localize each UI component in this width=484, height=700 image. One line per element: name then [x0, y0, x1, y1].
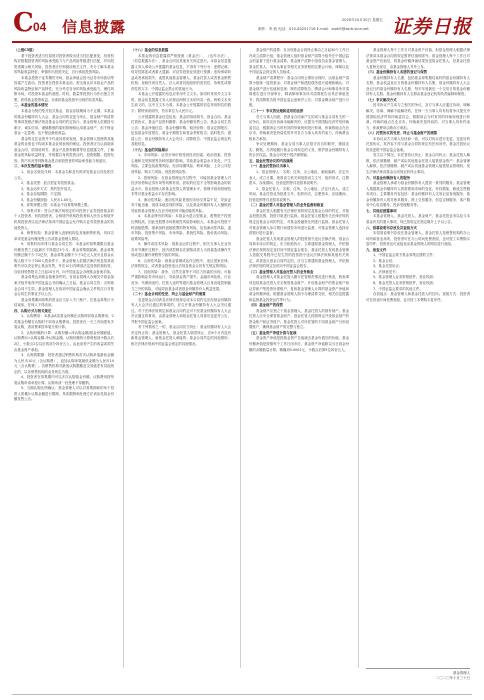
- paragraph: 本基金管理人、基金托管人、基金财产、基金托管业务以及与本基金有关的重大事项，均已按规定在指定媒介上予以公告。: [366, 214, 470, 224]
- paragraph: 五、基金托管协议的内容摘要: [249, 158, 294, 163]
- paragraph: 8、销售机构：基金管理人直销机构及其他销售机构，具体名单详见基金份额发售公告或基金管理人网站。: [14, 231, 114, 241]
- paragraph: （十八）基金的信息披露: [131, 48, 169, 52]
- paragraph: 9、募集时间安排与基金合同生效：本基金的募集期限自基金份额发售之日起最长不得超过3个月。基金募集期届满，基金募集份额总额不少于2亿份，基金募集金额不少于2亿元人民币且基金认购人数不少于200人的条件下，基金管理人依据法律法规及招募说明书可以决定停止基金发售，并在10日内聘请法定验资机构验资，自收到验资报告之日起10日内，向中国证监会办理基金备案手续。: [14, 242, 114, 274]
- paragraph: 2、认购份额的计算：认购份额=净认购金额/基金份额面值，认购费用=认购金额-净认购金额。认购份额的计算保留到小数点后2位，小数点2位以后的部分四舍五入，由此误差产生的收益或损失由基金财产承担。: [14, 330, 114, 352]
- paragraph: 本协议双方当事人经协商一致，可以对协议进行变更。变更后的托管协议，其内容不得与基金合同的规定有任何冲突。基金托管协议的变更报中国证监会备案。: [366, 136, 470, 152]
- paragraph: 基于投资者适当性原则对投资者做出适当性匹配意见，经营机构应根据投资者的风险承受能力与产品风险等级进行匹配，并向投资者揭示相关风险。投资者应仔细阅读相关文件，充分了解本基金的风险收益特征，审慎作出投资决定，自行承担投资风险。: [14, 53, 114, 75]
- paragraph: 八、招募说明书存放及其查阅方式: [366, 225, 417, 230]
- paragraph: 基金托管人发现基金管理人的投资指令违反法律法规、基金合同和本协议的规定，应当拒绝执行，立即通知基金管理人，并依照法律法规的规定及时向中国证监会报告。基金托管人发现基金管理人依据交易程序已经生效的投资指令违反法律法规和其他有关规定，或者违反基金合同约定的，应当立即通知基金管理人，并依照法律法规的规定及时向中国证监会报告。: [249, 236, 349, 269]
- paragraph: 1、中国证监会准予基金募集注册的文件；: [373, 253, 437, 258]
- paragraph: 3、基金托管协议；: [373, 264, 403, 269]
- paragraph: 2、管理风险：在基金管理运作过程中，可能因基金管理人对经济形势和证券市场等判断有误、获取的信息不全等影响基金的收益水平。基金管理人和基金托管人的管理水平、管理手段和管理技术等对基金收益水平存在影响。: [131, 175, 231, 197]
- paragraph: 因本协议产生或与之相关的争议，双方当事人应通过协商、调解解决，协商、调解不能解决的，任何一方当事人均有权将争议提交中国国际经济贸易仲裁委员会，根据该会当时有效的仲裁规则进行仲裁，仲裁的地点在北京市。仲裁裁决是终局的，对当事人均有约束力，仲裁费用由败诉方承担。: [366, 103, 470, 130]
- paragraph: 本基金投资于证券期货市场，基金净值会因为证券市场波动等因素产生波动。投资者在投资本基金前，需全面认识本基金产品的风险收益特征和产品特性，充分考虑自身的风险承受能力，理性判断市场，对投资本基金的意愿、时机、数量等投资行为作出独立决策，获得基金投资收益，亦承担基金投资中出现的各类风险。: [14, 75, 114, 102]
- paragraph: 基金募集期间募集的资金应当存入专门账户，在基金募集行为结束前，任何人不得动用。: [14, 297, 114, 308]
- paragraph: 3、认购的限额：投资者通过销售机构首次认购单笔最低金额为人民币10元（含认购费），追加认购单笔最低金额为人民币10元（含认购费）。各销售机构对最低认购限额及交易级差有其他规定的，以各销售机构的业务规定为准。: [14, 353, 114, 374]
- paragraph: 基金管理人对基金托管人履行托管职责情况进行核查，核查事项包括基金托管人安全保管基金财产、开设基金财产的资金账户和证券账户等投资所需账户、复核基金管理人计算的基金资产净值和基金份额净值、根据基金管理人指令办理清算交收、相关信息披露和监督基金投资运作等行为。: [249, 275, 349, 302]
- paragraph: 三、本次发售的基本情况: [14, 164, 52, 169]
- paragraph: （七）争议解决方式: [366, 97, 397, 102]
- column-divider: [123, 48, 124, 668]
- signature-text: 基金管理人 二〇二〇年十月三十日: [436, 671, 470, 681]
- paragraph: 本基金为契约型开放式基金，基金存续期间为不定期。本基金的基金份额持有人大会、基金合同的变更与终止、基金财产的清算等事项按照法律法规及基金合同的约定执行。基金管理人依照恪尽职守、诚实信用、谨慎勤勉的原则管理和运用基金财产，但不保证基金一定盈利，也不保证最低收益。: [14, 109, 114, 136]
- paragraph: 2、基金合同；: [373, 258, 396, 263]
- paragraph: 1、基金管理人：名称、住所、办公地址、邮政编码、法定代表人、成立日期、批准设立机关和批准设立文号、组织形式、注册资本、存续期间、经营范围等详见招募说明书。: [249, 170, 349, 186]
- paragraph: （八）托管协议的变更、终止与基金财产的清算: [366, 131, 438, 136]
- newspaper-logo: 证券日报: [392, 16, 473, 38]
- paragraph: （二）基金托管人对基金管理人的业务监督和核查: [249, 203, 324, 208]
- paragraph: 有下列情形之一的，基金合同应当终止：基金份额持有人大会决定终止的；基金管理人、基金托管人职责终止，在6个月内没有新基金管理人、新基金托管人承接的；基金合同约定的其他情形；相关法律法规和中国证监会规定的其他情况。: [131, 325, 231, 346]
- paragraph: 二、本基金的基本情况: [14, 103, 48, 108]
- paragraph: 各方当事人同意，因基金合同而产生的或与基金合同有关的一切争议，如经友好协商未能解决的，应提交中国国际经济贸易仲裁委员会，根据该会当时有效的仲裁规则进行仲裁，仲裁的地点在北京市，仲裁裁决是终局性的并对各方当事人具有约束力，仲裁费由败诉方承担。: [249, 114, 349, 141]
- paragraph: 2、基金类型：混合型证券投资基金。: [21, 181, 78, 186]
- paragraph: 公开披露的基金信息包括：基金招募说明书、基金合同、基金托管协议、基金产品资料概要；基金份额发售公告；基金合同生效公告；基金净值信息；基金份额申购、赎回价格；基金定期报告，包括基金年度报告、基金中期报告和基金季度报告；临时报告；澄清公告；基金份额持有人大会决议；清算报告；中国证监会规定的其他信息。: [131, 114, 231, 147]
- paragraph: 存放地点：基金管理人和基金托管人的住所。查阅方式：投资者可在营业时间免费查阅，也可按工本费购买复印件。: [366, 292, 470, 302]
- section-title: 信息披露: [62, 18, 127, 36]
- paragraph: 基金份额持有人名册，包括基金募集期结束时的基金份额持有人名册、基金权益登记日的基金份额持有人名册、基金份额持有人大会登记日的基金份额持有人名册、每半年度最后一个交易日的基金份额持有人名册。基金份额持有人名册由基金登记机构负责编制和保管。: [366, 75, 470, 97]
- paragraph: 基金托管人根据有关法律法规的规定及基金合同的约定，对基金投资范围、投资对象进行监督。基金托管人根据有关法律法规的规定及基金合同的约定，对基金投融资比例进行监督。基金托管人对基金管理人参与银行间债券市场进行监督，对基金管理人选择存款银行进行监督。: [249, 208, 349, 236]
- paragraph: 基金财产应独立于基金管理人、基金托管人的固有财产。基金托管人应安全保管基金财产。基金托管人按照规定开设基金财产的资金账户和证券账户。基金托管人对所托管的不同基金财产分别设置账户，确保基金财产的完整与独立。: [249, 308, 349, 330]
- paragraph: 5、基金份额面值：人民币1.00元。: [21, 197, 75, 202]
- paragraph: 变更基金合同涉及法律法规规定或本合同约定应经基金份额持有人大会决议通过的事项的，应召开基金份额持有人大会决议通过。对于法律法规规定和基金合同约定可不经基金份额持有人大会决议通过的事项，由基金管理人和基金托管人同意后变更并公告，并报中国证监会备案。: [131, 297, 231, 324]
- paragraph: （一）基金托管协议当事人: [249, 164, 290, 169]
- paragraph: 1、认购费用：本基金A类基金份额在认购时收取认购费用，C类基金份额在认购时不收取认购费用。投资者在一天之内如果有多笔认购，适用费率按单笔分别计算。: [14, 314, 114, 330]
- section-number: 04: [33, 20, 47, 34]
- paragraph: （五）基金资产净值计算与复核: [249, 330, 297, 335]
- footer-divider: [12, 694, 472, 695]
- paragraph: （六）基金份额持有人名册的登记与保管: [366, 70, 428, 75]
- column-divider: [358, 48, 359, 668]
- paragraph: 基金资产净值是指基金资产总值减去基金负债后的价值。基金份额净值是按照每个工作日闭市后，基金资产净值除以当日基金份额的余额数量计算，精确到0.0001元，小数点后第5位四舍五入。: [249, 336, 349, 352]
- paragraph: 7、募集对象：符合法律法规规定的可投资于证券投资基金的个人投资者、机构投资者、合格境外机构投资者和人民币合格境外机构投资者以及法律法规或中国证监会允许购买证券投资基金的其他投资人。: [14, 208, 114, 230]
- paragraph: 4、本基金特有的风险：本基金为混合型基金，股票资产投资比例较高，因此受股票市场系统性风险影响较大。本基金可投资于科创板股票，需承担科创板股票的特有风险，包括流动性风险、退市风险、投资集中风险、市场风险、系统性风险、股价波动风险、政策风险等。: [131, 214, 231, 241]
- article-column-3: [249, 48, 349, 666]
- announcement-signature: [366, 668, 470, 693]
- paragraph: （四）基金财产的保管: [249, 303, 283, 308]
- issue-date: 2020年10月30日 星期五: [342, 18, 383, 22]
- paragraph: 2、基金托管人：名称、住所、办公地址、法定代表人、成立时间、基金托管业务批准文号、组织形式、注册资本、存续期间、经营范围等详见招募说明书。: [249, 186, 349, 202]
- page-header: [0, 0, 484, 44]
- article-column-4: [366, 48, 470, 666]
- paragraph: 基金募集达到基金备案条件的，自基金管理人办理完毕基金备案手续并取得中国证监会书面确认之日起，基金合同生效；否则基金合同不生效。基金管理人在收到中国证监会确认文件的次日对基金合同生效事宜予以公告。: [14, 275, 114, 297]
- paragraph: 6、合规性风险：指基金管理或运作过程中，违反国家法律、法规的规定，或者基金投资违反法规及基金合同有关规定的风险。: [131, 258, 231, 269]
- paragraph: 争议处理期间，基金合同当事人应恪守各自的职责，继续忠实、勤勉、尽责地履行基金合同规定的义务，维护基金份额持有人的合法权益。基金合同受中国法律管辖。: [249, 142, 349, 158]
- paragraph: （三）基金管理人对基金托管人的业务核查: [249, 269, 314, 274]
- paragraph: 7、其他风险：战争、自然灾害等不可抗力因素的出现，可能严重影响证券市场运行，导致基金资产损失；金融市场危机、行业竞争、代理商违约、托管人违约等超出基金管理人自身直接控制能力之外的风险，可能导致基金或者基金份额持有人利益受损。: [131, 269, 231, 291]
- paragraph: 基金的过往业绩并不代表其将来表现，基金管理人管理的其他基金的业绩也不构成本基金业绩表现的保证。投资者应当认真阅读基金合同、招募说明书、基金产品资料概要等信息披露文件，了解基金的风险收益特征，并根据自身的投资目的、投资期限、投资经验、资产状况等判断基金是否和投资者的风险承受能力相适应。: [14, 136, 114, 163]
- column-divider: [240, 48, 241, 668]
- paragraph: 基金管理人每个工作日对基金资产估值，但基金管理人根据法律法规或本基金合同的规定暂停估值时除外。基金管理人每个工作日对基金资产估值后，将基金份额净值结果发送基金托管人，经基金托管人复核无误后，由基金管理人对外公布。: [366, 48, 470, 69]
- paragraph: 六、对基金份额持有人的服务: [366, 175, 411, 180]
- paragraph: 基金财产清算程序：基金合同终止情形出现时，由基金财产清算小组统一接管基金；对基金财产和债权债务进行清理和确认；对基金财产进行估值和变现；制作清算报告；聘请会计师事务所对清算报告进行外部审计，聘请律师事务所对清算报告出具法律意见书；将清算报告报中国证监会备案并公告；对基金剩余财产进行分配。: [249, 75, 349, 108]
- paragraph: 3、基金运作方式：契约型开放式。: [21, 186, 75, 191]
- header-divider: [12, 41, 472, 43]
- paragraph: 5、当期认购比例确认：基金管理人可以对募集期间的单个投资人的累计认购金额进行限制，具体限制和处理方法请参见基金份额发售公告。: [14, 386, 114, 402]
- paragraph: 本基金的信息披露将严格按照《基金法》、《运作办法》、《信息披露办法》、基金合同及其他有关规定进行。本基金信息披露义务人承诺公开披露的基金信息，不得有下列行为：虚假记载、误导性陈述或者重大遗漏；对证券投资业绩进行预测；违规承诺收益或者承担损失；诋毁其他基金管理人、基金托管人或者基金销售机构；登载任何自然人、法人或者其他组织的祝贺性、恭维性或推荐性的文字；中国证监会禁止的其他行为。: [131, 53, 231, 91]
- paragraph: 5、操作或技术风险：指基金运作过程中，相关当事人在业务各环节操作过程中，因内部控制存在缺陷或者人为因素造成操作失误或违反操作规程等引致的风险。: [131, 242, 231, 258]
- paragraph: 3、流动性风险：流动性风险是指因市场交易量不足，导致证券不能迅速、低成本地变现的风险，以及基金份额持有人大额赎回导致的基金管理人在应对赎回时可能面临的风险。: [131, 197, 231, 213]
- paragraph: 4、投资者在募集期内可以多次认购基金份额，认购费用按每笔认购申请单独计算。认购申请一经受理不得撤销。: [14, 375, 114, 385]
- paragraph: 七、其他应披露事项: [366, 208, 397, 213]
- paragraph: 基金财产的清算：自出现基金合同终止事由之日起30个工作日内成立清算小组，基金管理人组织基金财产清算小组并在中国证监会的监督下进行基金清算。基金财产清算小组成员由基金管理人、基金托管人、具有从事证券相关业务资格的注册会计师、律师以及中国证监会指定的人员组成。: [249, 48, 349, 75]
- paragraph: 本基金公开披露的信息应采用中文文本。如同时采用外文文本的，基金信息披露义务人应保证两种文本的内容一致。两种文本发生歧义的，以中文文本为准。本基金公开披露的信息采用阿拉伯数字；除特别说明外，货币单位为人民币元。: [131, 92, 231, 114]
- paragraph: 6、募集规模上限：本基金不设募集规模上限。: [21, 203, 91, 208]
- paragraph: 九、备查文件: [366, 247, 387, 252]
- paragraph: 1、基金名称及代码：本基金名称及代码详见基金合同及相关公告。: [14, 170, 114, 180]
- paragraph: （二十一）争议的处理和适用的法律: [249, 109, 304, 114]
- paragraph: 7、中国证监会要求的其他文件。: [373, 286, 423, 291]
- editor-info: 制作：李 波 电话：010-83251716 E-mail：zqrb9@zqrb.sina.net: [258, 27, 369, 31]
- paragraph: 本招募说明书存放在基金管理人、基金托管人及销售机构的办公场所和营业场所，投资者可在办公时间免费查阅，也可按工本费购买复印件。投资者也可直接登录基金管理人的网站进行查阅。: [366, 231, 470, 247]
- article-column-2: [131, 48, 231, 666]
- paragraph: （二十）基金合同的变更、终止与基金财产的清算: [131, 292, 206, 297]
- section-letter: C: [13, 8, 34, 38]
- paragraph: 5、基金管理人业务资格批件、营业执照；: [373, 275, 437, 280]
- paragraph: 发生以下情况，本托管协议终止：基金合同终止；基金托管人解散、依法被撤销、破产或由其他基金托管人接管基金资产；基金管理人解散、依法被撤销、破产或由其他基金管理人接管基金管理权；发生法律法规或基金合同规定的终止事项。: [366, 153, 470, 175]
- paragraph: 基金管理人承诺为基金份额持有人提供一系列的服务。基金管理人根据基金份额持有人的需要和市场的变化，有权增加、修改这些服务项目。主要服务内容包括：基金份额持有人交易记录查询服务、基金份额持有人的对账单服务、网上交易服务、信息定制服务、客户服务中心电话服务、投诉受理服务等。: [366, 181, 470, 208]
- paragraph: 1、市场风险：证券市场价格受到经济因素、政治因素、投资心理和交易制度等各种因素的影响，导致基金收益水平变化，产生风险。主要包括政策风险、经济周期风险、利率风险、上市公司经营风险、购买力风险、再投资风险等。: [131, 153, 231, 175]
- paragraph: （十九）基金的风险揭示: [131, 147, 169, 152]
- paragraph: 6、基金托管人业务资格批件、营业执照；: [373, 280, 437, 285]
- article-column-1: [14, 48, 114, 666]
- paragraph: （上接C3版）: [14, 48, 36, 52]
- paragraph: 四、认购方式与相关规定: [14, 308, 52, 313]
- paragraph: 4、基金存续期限：不定期。: [21, 192, 64, 197]
- paragraph: 4、法律意见书；: [373, 269, 399, 274]
